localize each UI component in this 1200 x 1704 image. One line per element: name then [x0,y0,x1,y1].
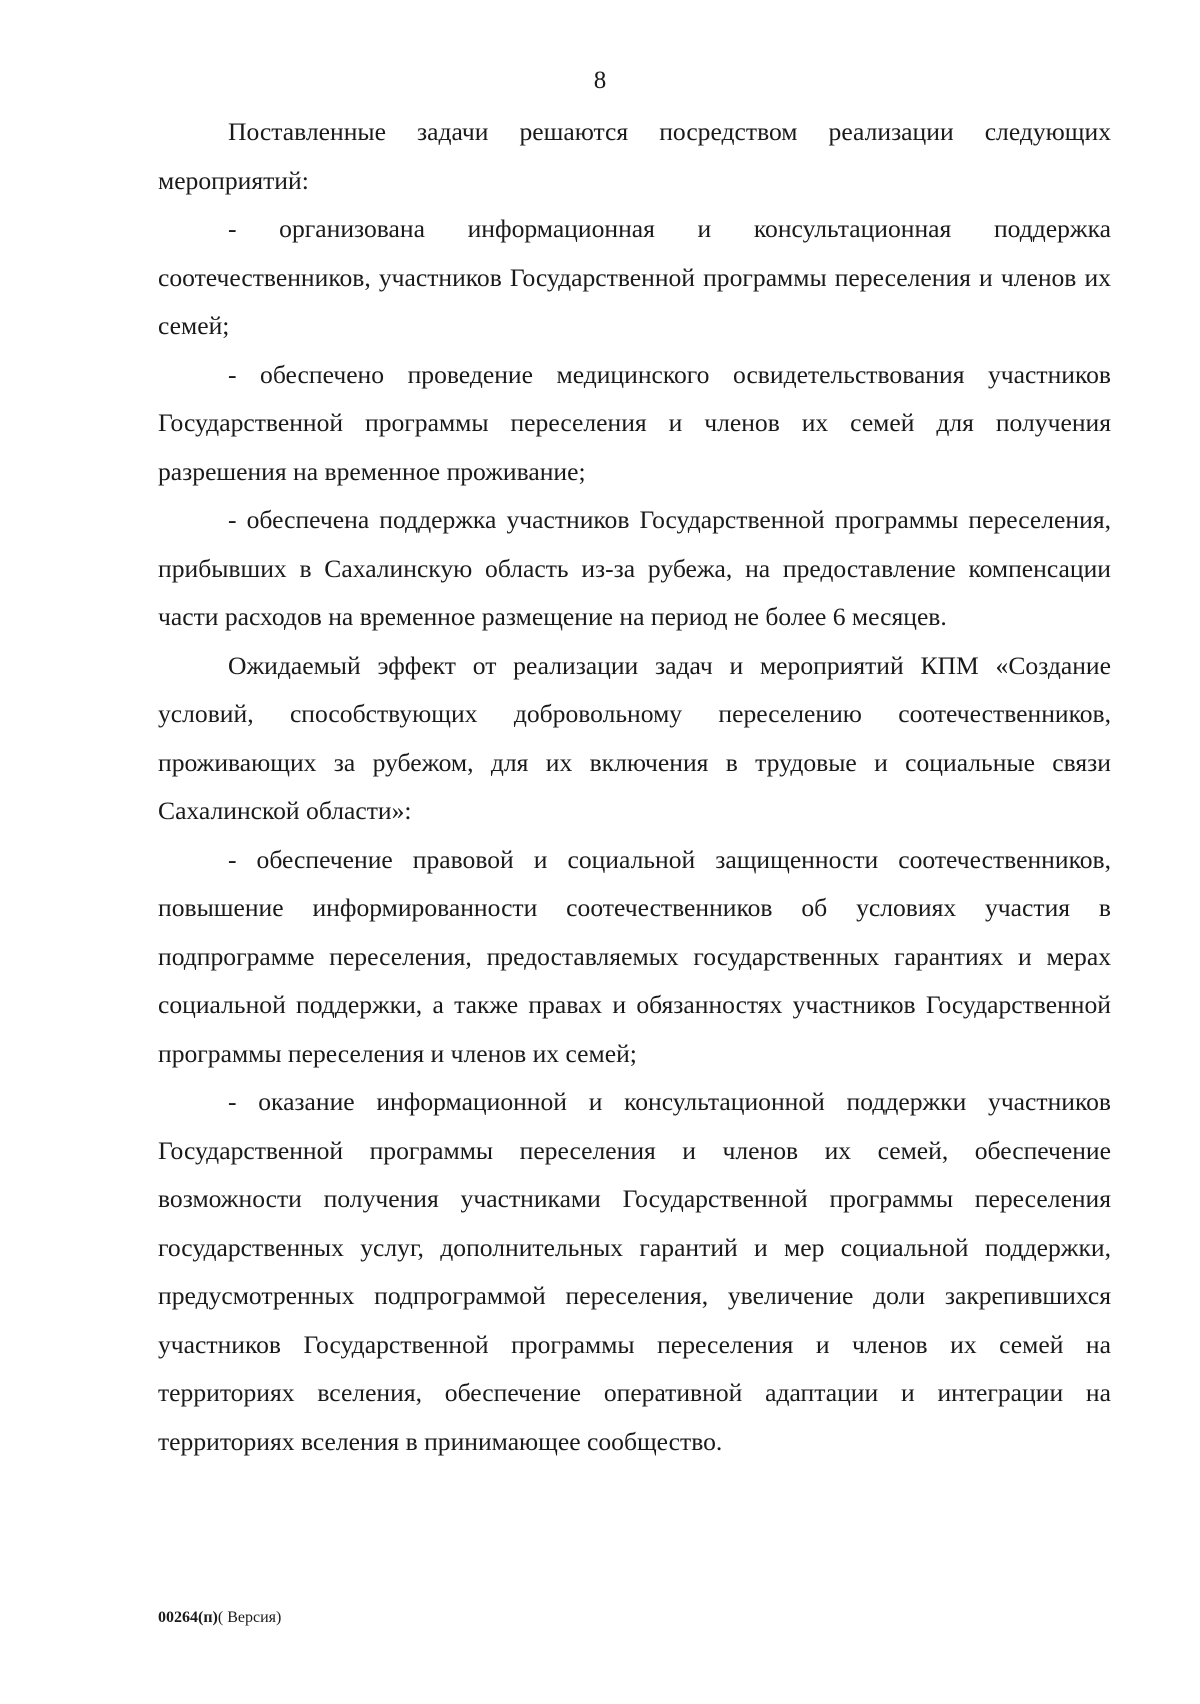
paragraph-legal-protection: - обеспечение правовой и социальной защищенности соотечественников, повышение информированности соотечественников об условиях участия в подпрограмме переселения, предоставляемых государственных гарантиях и мерах социальной поддержки, а также правах и обязанностях участников Государственной программы переселения и членов их семей; [158,844,1111,1068]
footer-doc-code: 00264(п) [158,1609,218,1626]
footer-version-label: ( Версия) [217,1609,282,1626]
paragraph-consulting-support: - оказание информационной и консультационной поддержки участников Государственной программы переселения и членов их семей, обеспечение возможности получения участниками Государственной программы переселения государственных услуг, дополнительных гарантий и мер социальной поддержки, предусмотренных подпрограммой переселения, увеличение доли закрепившихся участников Государственной программы переселения и членов их семей на территориях вселения, обеспечение оперативной адаптации и интеграции на территориях вселения в принимающее сообщество. [158,1087,1111,1456]
paragraph-housing-compensation: - обеспечена поддержка участников Государственной программы переселения, прибывших в Сахалинскую область из-за рубежа, на предоставление компенсации части расходов на временное размещение на период не более 6 месяцев. [158,505,1111,631]
document-body [158,108,1111,1466]
paragraph-info-support: - организована информационная и консультационная поддержка соотечественников, участников Государственной программы переселения и членов их семей; [158,214,1111,340]
page-number: 8 [593,67,607,94]
paragraph-expected-effect: Ожидаемый эффект от реализации задач и мероприятий КПМ «Создание условий, способствующих добровольному переселению соотечественников, проживающих за рубежом, для их включения в трудовые и социальные связи Сахалинской области»: [158,650,1111,825]
document-footer [158,1609,281,1627]
paragraph-medical-exam: - обеспечено проведение медицинского освидетельствования участников Государственной программы переселения и членов их семей для получения разрешения на временное проживание; [158,359,1111,486]
paragraph-tasks-intro: Поставленные задачи решаются посредством реализации следующих мероприятий: [158,117,1111,195]
